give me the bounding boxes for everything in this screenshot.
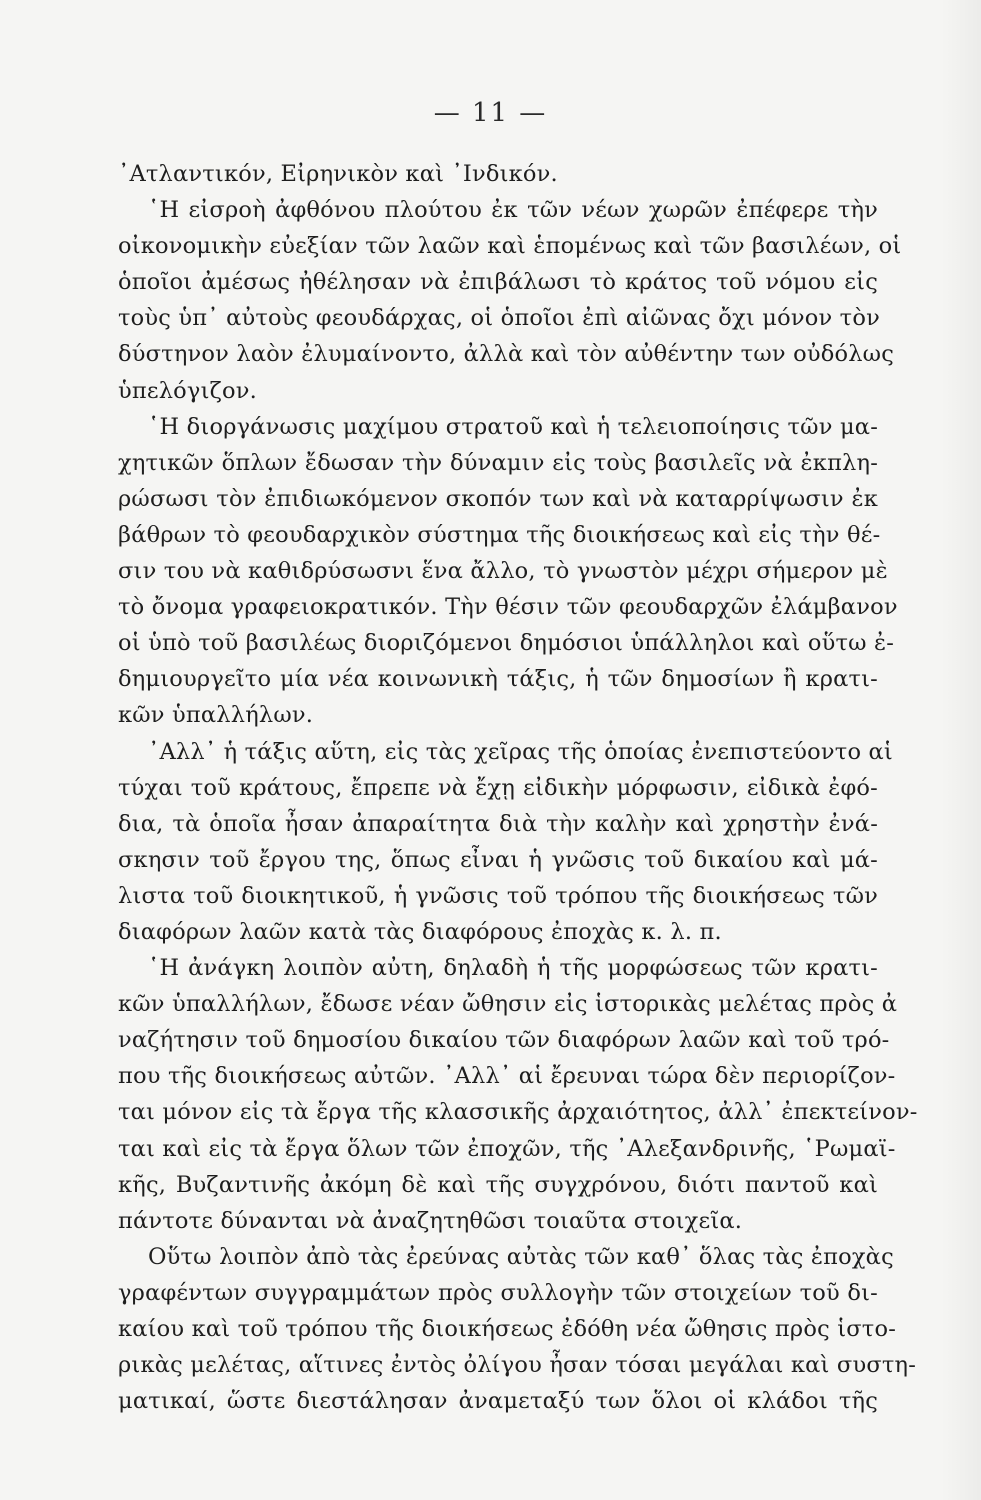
text-line: πάντοτε δύνανται νὰ ἀναζητηθῶσι τοιαῦτα στοιχεῖα. (118, 1207, 743, 1234)
text-line: χητικῶν ὅπλων ἔδωσαν τὴν δύναμιν εἰς τοὺς βασιλεῖς νὰ ἐκπλη- (118, 449, 878, 476)
text-line: που τῆς διοικήσεως αὐτῶν. ᾿Αλλ᾿ αἱ ἔρευναι τώρα δὲν περιορίζον- (118, 1063, 896, 1090)
page-edge-shadow (941, 0, 981, 1500)
text-line: ρώσωσι τὸν ἐπιδιωκόμενον σκοπόν των καὶ νὰ καταρρίψωσιν ἐκ (118, 485, 878, 512)
text-line: ρικὰς μελέτας, αἵτινες ἐντὸς ὀλίγου ἦσαν τόσαι μεγάλαι καὶ συστη- (118, 1352, 917, 1379)
text-line: δια, τὰ ὁποῖα ἦσαν ἀπαραίτητα διὰ τὴν καλὴν καὶ χρηστὴν ἐνά- (118, 810, 878, 837)
text-line: κῶν ὑπαλλήλων, ἔδωσε νέαν ὤθησιν εἰς ἱστορικὰς μελέτας πρὸς ἀ (118, 991, 898, 1018)
page-number: — 11 — (433, 98, 548, 128)
text-line: τοὺς ὑπ᾿ αὐτοὺς φεουδάρχας, οἱ ὁποῖοι ἐπὶ αἰῶνας ὄχι μόνον τὸν (118, 305, 880, 332)
text-line: ᾿Αλλ᾿ ἡ τάξις αὕτη, εἰς τὰς χεῖρας τῆς ὁποίας ἐνεπιστεύοντο αἱ (148, 738, 893, 765)
text-line: ᾿Ατλαντικόν, Εἰρηνικὸν καὶ ᾿Ινδικόν. (118, 161, 558, 187)
text-line: ματικαί, ὥστε διεστάλησαν ἀναμεταξύ των ὅλοι οἱ κλάδοι τῆς (118, 1388, 878, 1415)
text-line: δημιουργεῖτο μία νέα κοινωνικὴ τάξις, ἡ τῶν δημοσίων ἢ κρατι- (118, 666, 878, 693)
text-line: λιστα τοῦ διοικητικοῦ, ἡ γνῶσις τοῦ τρόπου τῆς διοικήσεως τῶν (118, 882, 878, 909)
text-line: ται καὶ εἰς τὰ ἔργα ὅλων τῶν ἐποχῶν, τῆς ᾿Αλεξανδρινῆς, ῾Ρωμαϊ- (118, 1135, 896, 1162)
text-line: βάθρων τὸ φεουδαρχικὸν σύστημα τῆς διοικήσεως καὶ εἰς τὴν θέ- (118, 521, 881, 548)
text-line: τὸ ὄνομα γραφειοκρατικόν. Τὴν θέσιν τῶν φεουδαρχῶν ἐλάμβανον (118, 594, 898, 621)
text-line: οἱ ὑπὸ τοῦ βασιλέως διοριζόμενοι δημόσιοι ὑπάλληλοι καὶ οὕτω ἐ- (118, 630, 895, 657)
text-line: διαφόρων λαῶν κατὰ τὰς διαφόρους ἐποχὰς κ. λ. π. (118, 918, 722, 945)
text-line: ὁποῖοι ἀμέσως ἠθέλησαν νὰ ἐπιβάλωσι τὸ κράτος τοῦ νόμου εἰς (118, 269, 878, 296)
text-line: σκησιν τοῦ ἔργου της, ὅπως εἶναι ἡ γνῶσις τοῦ δικαίου καὶ μά- (118, 846, 878, 873)
text-line: ναζήτησιν τοῦ δημοσίου δικαίου τῶν διαφόρων λαῶν καὶ τοῦ τρό- (118, 1027, 890, 1054)
text-line: γραφέντων συγγραμμάτων πρὸς συλλογὴν τῶν στοιχείων τοῦ δι- (118, 1279, 878, 1306)
text-line: ῾Η εἰσροὴ ἀφθόνου πλούτου ἐκ τῶν νέων χωρῶν ἐπέφερε τὴν (148, 197, 878, 224)
text-line: ῾Η διοργάνωσις μαχίμου στρατοῦ καὶ ἡ τελειοποίησις τῶν μα- (148, 413, 878, 440)
text-line: τύχαι τοῦ κράτους, ἔπρεπε νὰ ἔχῃ εἰδικὴν μόρφωσιν, εἰδικὰ ἐφό- (118, 774, 878, 801)
text-line: Οὕτω λοιπὸν ἀπὸ τὰς ἐρεύνας αὐτὰς τῶν καθ᾿ ὅλας τὰς ἐποχὰς (148, 1243, 894, 1270)
text-line: δύστηνον λαὸν ἐλυμαίνοντο, ἀλλὰ καὶ τὸν αὐθέντην των οὐδόλως (118, 341, 895, 368)
body-text (118, 156, 918, 1419)
text-line: κῶν ὑπαλλήλων. (118, 702, 314, 729)
text-line: ὑπελόγιζον. (118, 377, 257, 404)
text-line: ῾Η ἀνάγκη λοιπὸν αὐτη, δηλαδὴ ἡ τῆς μορφώσεως τῶν κρατι- (148, 955, 878, 982)
text-line: ται μόνον εἰς τὰ ἔργα τῆς κλασσικῆς ἀρχαιότητος, ἀλλ᾿ ἐπεκτείνον- (118, 1099, 918, 1126)
text-line: οἰκονομικὴν εὐεξίαν τῶν λαῶν καὶ ἑπομένως καὶ τῶν βασιλέων, οἱ (118, 233, 902, 260)
text-line: σιν του νὰ καθιδρύσωσνι ἕνα ἄλλο, τὸ γνωστὸν μέχρι σήμερον μὲ (118, 558, 888, 585)
text-line: καίου καὶ τοῦ τρόπου τῆς διοικήσεως ἐδόθη νέα ὤθησις πρὸς ἱστο- (118, 1316, 896, 1342)
text-line: κῆς, Βυζαντινῆς ἀκόμη δὲ καὶ τῆς συγχρόνου, διότι παντοῦ καὶ (118, 1171, 878, 1198)
